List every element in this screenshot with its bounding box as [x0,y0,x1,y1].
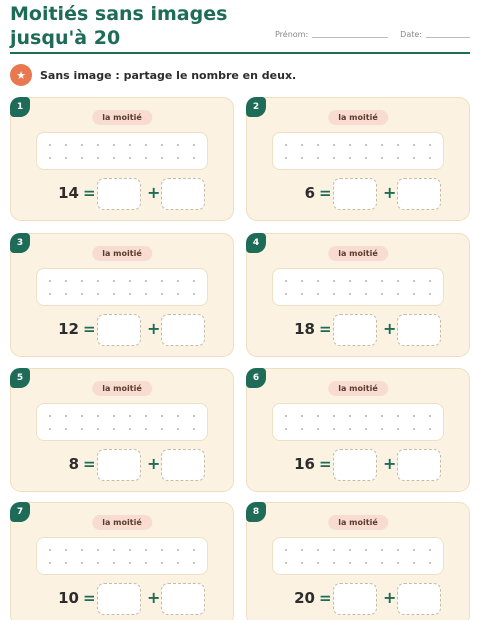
guide-dot [413,157,415,159]
guide-dot [413,280,415,282]
date-label: Date: [400,30,422,39]
whole-number: 8 [68,455,79,473]
guide-dot [317,562,319,564]
guide-dot [193,144,195,146]
page-title: Moitiés sans images jusqu'à 20 [10,3,228,49]
guide-dot [97,415,99,417]
exercise-card [10,502,234,620]
guide-dot [413,144,415,146]
answer-box-first-half[interactable] [333,449,377,481]
guide-dot [193,280,195,282]
guide-dot [113,157,115,159]
guide-dot [429,144,431,146]
guide-dot [301,415,303,417]
guide-dot [177,280,179,282]
equation-row [247,583,471,615]
guide-dot [129,293,131,295]
guide-dot [397,144,399,146]
answer-box-second-half[interactable] [161,178,205,210]
instruction [10,64,296,86]
exercise-number-badge: 3 [10,233,30,253]
guide-dot [81,428,83,430]
guide-dot [177,144,179,146]
guide-dot [161,157,163,159]
name-date-fields [263,30,470,39]
exercise-card [10,368,234,492]
guide-dot [177,428,179,430]
guide-dot [97,562,99,564]
guide-dot [381,562,383,564]
prenom-field[interactable] [275,30,388,39]
guide-dot [97,280,99,282]
guide-dot [65,157,67,159]
guide-dot [65,280,67,282]
guide-dot [97,549,99,551]
guide-dot [193,415,195,417]
guide-dot [145,549,147,551]
guide-dot [177,562,179,564]
dot-writing-area[interactable] [272,268,444,306]
exercise-card [246,233,470,357]
equation-row [11,583,235,615]
guide-dot [97,428,99,430]
exercise-number-badge: 2 [246,97,266,117]
equals-sign: = [319,589,332,607]
guide-dot [333,562,335,564]
guide-dot [129,562,131,564]
guide-dot [429,280,431,282]
exercise-card [10,233,234,357]
plus-sign: + [147,319,161,338]
guide-dot [349,280,351,282]
guide-dot [81,562,83,564]
dot-row [285,562,431,564]
dot-row [49,280,195,282]
moitie-label: la moitié [92,515,152,530]
star-icon: ★ [10,64,32,86]
guide-dot [317,415,319,417]
guide-dot [333,415,335,417]
equals-sign: = [319,320,332,338]
dot-row [49,562,195,564]
dot-writing-area[interactable] [272,132,444,170]
guide-dot [397,157,399,159]
guide-dot [145,144,147,146]
exercise-card [246,368,470,492]
answer-box-second-half[interactable] [161,314,205,346]
guide-dot [349,144,351,146]
guide-dot [145,428,147,430]
guide-dot [333,144,335,146]
guide-dot [161,549,163,551]
worksheet-header [10,0,470,54]
guide-dot [113,415,115,417]
answer-box-second-half[interactable] [161,449,205,481]
guide-dot [193,428,195,430]
guide-dot [113,280,115,282]
guide-dot [145,157,147,159]
guide-dot [145,562,147,564]
guide-dot [161,428,163,430]
exercise-card [10,97,234,221]
guide-dot [49,428,51,430]
answer-box-first-half[interactable] [333,178,377,210]
guide-dot [381,157,383,159]
guide-dot [365,280,367,282]
whole-number: 10 [58,589,79,607]
guide-dot [145,280,147,282]
guide-dot [333,280,335,282]
dot-row [285,549,431,551]
guide-dot [333,428,335,430]
guide-dot [413,415,415,417]
guide-dot [49,562,51,564]
guide-dot [317,157,319,159]
guide-dot [317,549,319,551]
guide-dot [49,157,51,159]
guide-dot [193,293,195,295]
equation-row [247,178,471,210]
guide-dot [381,549,383,551]
guide-dot [429,562,431,564]
guide-dot [161,144,163,146]
guide-dot [397,562,399,564]
guide-dot [429,293,431,295]
answer-box-second-half[interactable] [397,314,441,346]
answer-box-first-half[interactable] [97,314,141,346]
guide-dot [65,428,67,430]
guide-dot [285,157,287,159]
equals-sign: = [83,589,96,607]
guide-dot [65,293,67,295]
guide-dot [333,157,335,159]
guide-dot [129,415,131,417]
guide-dot [49,549,51,551]
dot-row [285,144,431,146]
dot-row [49,293,195,295]
guide-dot [381,280,383,282]
answer-box-first-half[interactable] [97,449,141,481]
guide-dot [177,293,179,295]
equals-sign: = [83,184,96,202]
prenom-line [312,37,388,38]
guide-dot [113,293,115,295]
guide-dot [49,280,51,282]
whole-number: 14 [58,184,79,202]
guide-dot [49,415,51,417]
guide-dot [193,157,195,159]
instruction-text: Sans image : partage le nombre en deux. [40,68,297,82]
exercise-number-badge: 5 [10,368,30,388]
equals-sign: = [319,455,332,473]
guide-dot [349,157,351,159]
moitie-label: la moitié [328,246,388,261]
guide-dot [113,428,115,430]
guide-dot [349,549,351,551]
plus-sign: + [147,183,161,202]
guide-dot [129,144,131,146]
guide-dot [381,144,383,146]
guide-dot [145,415,147,417]
guide-dot [177,157,179,159]
date-field[interactable] [400,30,470,39]
guide-dot [65,144,67,146]
dot-writing-area[interactable] [272,537,444,575]
guide-dot [65,562,67,564]
dot-row [285,280,431,282]
moitie-label: la moitié [328,110,388,125]
exercise-card [246,502,470,620]
plus-sign: + [147,588,161,607]
exercise-number-badge: 6 [246,368,266,388]
guide-dot [301,144,303,146]
plus-sign: + [383,588,397,607]
equals-sign: = [83,320,96,338]
guide-dot [429,415,431,417]
moitie-label: la moitié [328,515,388,530]
guide-dot [129,280,131,282]
guide-dot [81,293,83,295]
guide-dot [365,157,367,159]
guide-dot [429,428,431,430]
guide-dot [129,549,131,551]
dot-row [285,157,431,159]
answer-box-first-half[interactable] [333,314,377,346]
guide-dot [177,415,179,417]
guide-dot [81,157,83,159]
guide-dot [333,293,335,295]
prenom-label: Prénom: [275,30,309,39]
dot-writing-area[interactable] [36,537,208,575]
whole-number: 20 [294,589,315,607]
equation-row [247,314,471,346]
guide-dot [301,428,303,430]
guide-dot [97,157,99,159]
whole-number: 18 [294,320,315,338]
guide-dot [413,428,415,430]
guide-dot [65,415,67,417]
guide-dot [413,562,415,564]
guide-dot [349,562,351,564]
guide-dot [301,157,303,159]
answer-box-second-half[interactable] [397,449,441,481]
guide-dot [429,549,431,551]
guide-dot [397,293,399,295]
dot-row [285,428,431,430]
guide-dot [161,562,163,564]
dot-writing-area[interactable] [36,132,208,170]
answer-box-second-half[interactable] [397,583,441,615]
moitie-label: la moitié [92,110,152,125]
guide-dot [365,549,367,551]
guide-dot [365,562,367,564]
answer-box-first-half[interactable] [97,583,141,615]
guide-dot [129,157,131,159]
plus-sign: + [147,454,161,473]
equation-row [11,449,235,481]
equation-row [11,178,235,210]
guide-dot [285,144,287,146]
equals-sign: = [83,455,96,473]
guide-dot [317,293,319,295]
guide-dot [397,415,399,417]
guide-dot [145,293,147,295]
moitie-label: la moitié [92,246,152,261]
equation-row [247,449,471,481]
guide-dot [397,428,399,430]
guide-dot [161,415,163,417]
guide-dot [317,144,319,146]
guide-dot [349,428,351,430]
plus-sign: + [383,183,397,202]
exercise-number-badge: 4 [246,233,266,253]
guide-dot [349,293,351,295]
dot-row [49,157,195,159]
guide-dot [193,562,195,564]
dot-row [49,415,195,417]
guide-dot [365,144,367,146]
guide-dot [49,293,51,295]
guide-dot [365,293,367,295]
whole-number: 12 [58,320,79,338]
guide-dot [301,562,303,564]
equals-sign: = [319,184,332,202]
guide-dot [113,549,115,551]
guide-dot [285,549,287,551]
guide-dot [429,157,431,159]
guide-dot [81,415,83,417]
guide-dot [381,428,383,430]
dot-row [49,428,195,430]
guide-dot [129,428,131,430]
guide-dot [97,293,99,295]
guide-dot [49,144,51,146]
dot-row [285,293,431,295]
guide-dot [193,549,195,551]
moitie-label: la moitié [328,381,388,396]
guide-dot [113,562,115,564]
guide-dot [285,280,287,282]
guide-dot [349,415,351,417]
dot-row [49,549,195,551]
dot-writing-area[interactable] [36,268,208,306]
whole-number: 16 [294,455,315,473]
answer-box-first-half[interactable] [333,583,377,615]
guide-dot [161,293,163,295]
guide-dot [97,144,99,146]
whole-number: 6 [304,184,315,202]
plus-sign: + [383,319,397,338]
exercise-number-badge: 8 [246,502,266,522]
dot-row [49,144,195,146]
guide-dot [413,549,415,551]
moitie-label: la moitié [92,381,152,396]
guide-dot [81,144,83,146]
plus-sign: + [383,454,397,473]
guide-dot [285,428,287,430]
dot-writing-area[interactable] [272,403,444,441]
guide-dot [317,280,319,282]
guide-dot [397,280,399,282]
guide-dot [397,549,399,551]
guide-dot [301,293,303,295]
equation-row [11,314,235,346]
exercise-card [246,97,470,221]
guide-dot [381,415,383,417]
guide-dot [365,428,367,430]
guide-dot [381,293,383,295]
guide-dot [113,144,115,146]
answer-box-second-half[interactable] [161,583,205,615]
guide-dot [285,415,287,417]
answer-box-second-half[interactable] [397,178,441,210]
guide-dot [81,549,83,551]
guide-dot [333,549,335,551]
header-divider [10,52,470,54]
guide-dot [317,428,319,430]
guide-dot [301,280,303,282]
answer-box-first-half[interactable] [97,178,141,210]
guide-dot [285,293,287,295]
guide-dot [177,549,179,551]
guide-dot [81,280,83,282]
dot-writing-area[interactable] [36,403,208,441]
guide-dot [285,562,287,564]
guide-dot [301,549,303,551]
guide-dot [161,280,163,282]
date-line [426,37,470,38]
dot-row [285,415,431,417]
guide-dot [413,293,415,295]
exercise-number-badge: 7 [10,502,30,522]
guide-dot [65,549,67,551]
guide-dot [365,415,367,417]
exercise-number-badge: 1 [10,97,30,117]
